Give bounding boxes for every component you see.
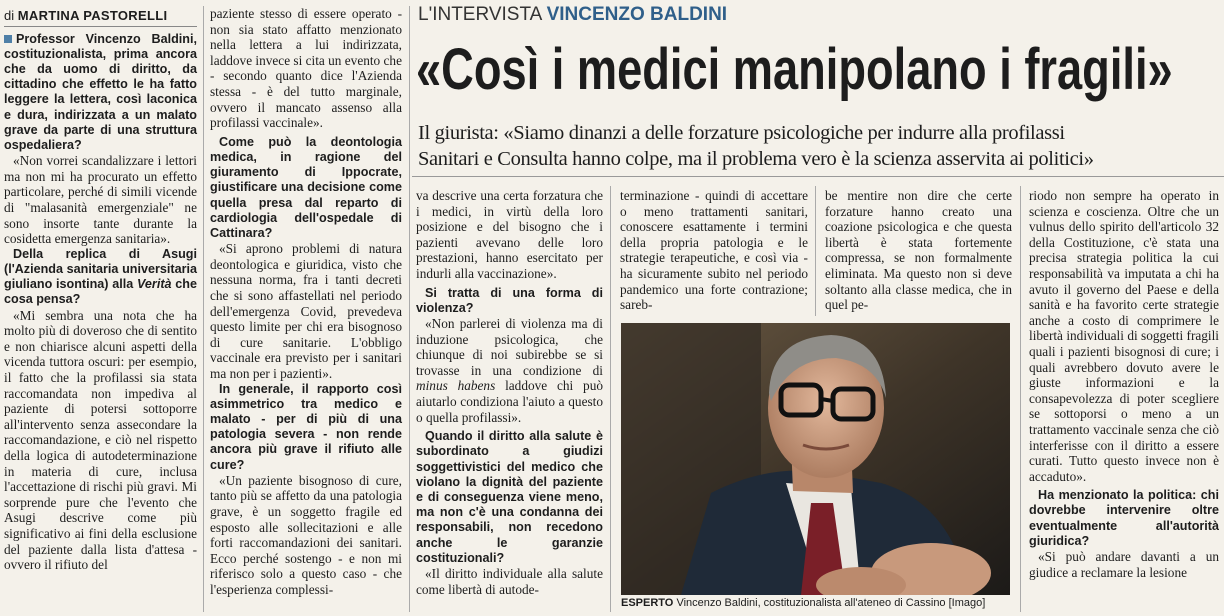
answer-2: «Mi sembra una nota che ha molto più di doveroso che di sentito e non chiarisce alcuni aspetti della vicenda tuttora oscuri: per esempio, il fatto che la profilassi sia stata raccomandata non impediva al paziente di potersi sottoporre all'intervento senza assecondare la raccomandazione, e ciò nel rispetto della logica di autodeterminazione in materia di cure, inclusa l'accettazione di rischi più gravi. Mi sorprende pure che l'evento che Asugi descrive come più significativo ai fini della esclusione del paziente dalla lista d'attesa - ovvero il rifiuto del (4, 307, 197, 573)
answer-2-continued: paziente stesso di essere operato - non sia stato affatto menzionato nella lettera a lui indirizzata, laddove invece si cita un evento che - secondo quanto dice l'Azienda stessa - è del tutto marginale, ovvero il mancato assenso alla profilassi vaccinale». (210, 6, 402, 131)
question-6: Quando il diritto alla salute è subordinato a giudizi soggettivistici del medico che violano la dignità del paziente e di conseguenza viene meno, ma non c'è una condanna dei responsabili, non recedono anche le garanzie costituzionali? (416, 429, 603, 565)
photo-caption (621, 597, 1021, 609)
answer-5-italic: minus habens (416, 378, 496, 394)
question-3: Come può la deontologia medica, in ragione del giuramento di Ippocrate, giustificare una decisione come quella presa dal reparto di cardiologia dell'ospedale di Cattinara? (210, 134, 402, 240)
answer-4: «Un paziente bisognoso di cure, tanto più se affetto da una patologia grave, è un soggetto fragile ed esposto alle sollecitazioni e alle forti raccomandazioni dei sanitari. Ecco perché sostengo - e non mi riferisco solo a questo caso - che l'esperienza complessi- (210, 472, 402, 597)
header-divider (412, 176, 1224, 177)
answer-7: «Si può andare davanti a un giudice a reclamare la lesione (1029, 549, 1219, 580)
answer-6: «Il diritto individuale alla salute come libertà di autode- (416, 565, 603, 597)
answer-5 (416, 316, 603, 425)
column-divider (1020, 186, 1021, 612)
answer-4-continued: va descrive una certa forzatura che i medici, in virtù della loro posizione e del bisogno che i pazienti avevano delle loro prestazioni, hanno esercitato per indurli alla vaccinazione». (416, 188, 603, 281)
column-3 (416, 188, 603, 597)
question-2-italic: Verità (137, 277, 172, 292)
column-divider (610, 186, 611, 612)
column-2 (210, 6, 402, 597)
portrait-photo (621, 323, 1010, 595)
column-4 (620, 188, 808, 313)
answer-5-text-b: laddove chi può aiutarlo condiziona l'aiuto a questo o quella profilassi». (416, 378, 603, 425)
answer-6-continued: terminazione - quindi di accettare o meno trattamenti sanitari, conoscere esattamente i termini della propria patologia e le strategie terapeutiche, e così via - ha sicuramente subito nel periodo pandemico una forte contrazione; sareb- (620, 188, 808, 313)
answer-6-continued-2: be mentire non dire che certe forzature hanno creato una coazione psicologica e che questa libertà è stata fortemente compressa, se non formalmente eliminata. Ma questo non si deve soltanto alla classe medica, che in quel pe- (825, 188, 1012, 313)
question-7: Ha menzionato la politica: chi dovrebbe intervenire oltre eventualmente all'autorità giuridica? (1029, 488, 1219, 548)
question-2-text-b: che cosa pensa? (4, 277, 197, 307)
kicker-name: VINCENZO BALDINI (546, 4, 728, 25)
subheadline-line-2: Sanitari e Consulta hanno colpe, ma il problema vero è la scienza asservita ai politici» (418, 148, 1094, 170)
question-5: Si tratta di una forma di violenza? (416, 285, 603, 315)
kicker (418, 4, 727, 26)
byline-author: MARTINA PASTORELLI (17, 8, 168, 23)
caption-text: Vincenzo Baldini, costituzionalista all'ateneo di Cassino (676, 597, 946, 609)
question-1-text: Professor Vincenzo Baldini, costituzionalista, prima ancora che da uomo di diritto, da cittadino che effetto le ha fatto leggere la lettera, così laconica e dura, indirizzata a un malato grave da parte di una struttura ospedaliera? (4, 31, 197, 153)
kicker-label: L'INTERVISTA (418, 4, 542, 25)
column-divider (815, 186, 816, 316)
answer-1: «Non vorrei scandalizzare i lettori ma non mi ha procurato un effetto particolare, perché di simili vicende di "malasanità emergenziale" ne sono insorte tante durante la cosidetta emergenza sanitaria». (4, 153, 197, 247)
question-2 (4, 247, 197, 308)
byline (4, 8, 197, 27)
column-6 (1029, 188, 1219, 580)
column-1 (4, 8, 197, 573)
headline: «Così i medici manipolano i fragili» (416, 37, 1173, 102)
portrait-illustration (621, 323, 1010, 595)
question-2-text-a: Della replica di Asugi (l'Azienda sanitaria universitaria giuliano isontina) alla (4, 246, 197, 292)
byline-prefix: di (4, 8, 15, 23)
column-divider (203, 6, 204, 612)
bullet-square-icon (4, 35, 12, 43)
answer-5-text-a: «Non parlerei di violenza ma di induzione psicologica, che chiunque di noi subirebbe se si trovasse in una condizione di (416, 315, 603, 378)
column-5 (825, 188, 1012, 313)
answer-3: «Si aprono problemi di natura deontologica e giuridica, visto che nessuna norma, fra i tanti decreti che si sono affastellati nel periodo dell'emergenza Covid, prevedeva questo limite per chi era bisognoso di cure sanitarie. L'obbligo vaccinale era previsto per i sanitari ma non per i pazienti». (210, 241, 402, 381)
answer-6-continued-3: riodo non sempre ha operato in scienza e coscienza. Oltre che un vulnus dello spirito dell'articolo 32 della Costituzione, c'è stata una precisa strategia politica la cui responsabilità va imputata a chi ha avuto il governo del Paese e della sanità e ha favorito certe strategie anche a costo di comprimere le libertà individuali di soggetti fragili quali i pazienti bisognosi di cure; i quali avrebbero dovuto avere le giuste informazioni e la consapevolezza di poter scegliere se sottoporsi o meno a un trattamento vaccinale senza che ciò interferisse con il diritto a essere curati. Tutto questo invece non è accaduto». (1029, 188, 1219, 484)
column-divider (409, 6, 410, 612)
question-4: In generale, il rapporto così asimmetrico tra medico e malato - per di più di una patologia severa - non rende ancora più grave il rifiuto alle cure? (210, 381, 402, 472)
caption-credit: [Imago] (948, 597, 986, 609)
subheadline-line-1: Il giurista: «Siamo dinanzi a delle forzature psicologiche per indurre alla profilassi (418, 122, 1065, 144)
question-1 (4, 32, 197, 154)
caption-label: ESPERTO (621, 597, 674, 609)
subheadline (418, 120, 1222, 172)
